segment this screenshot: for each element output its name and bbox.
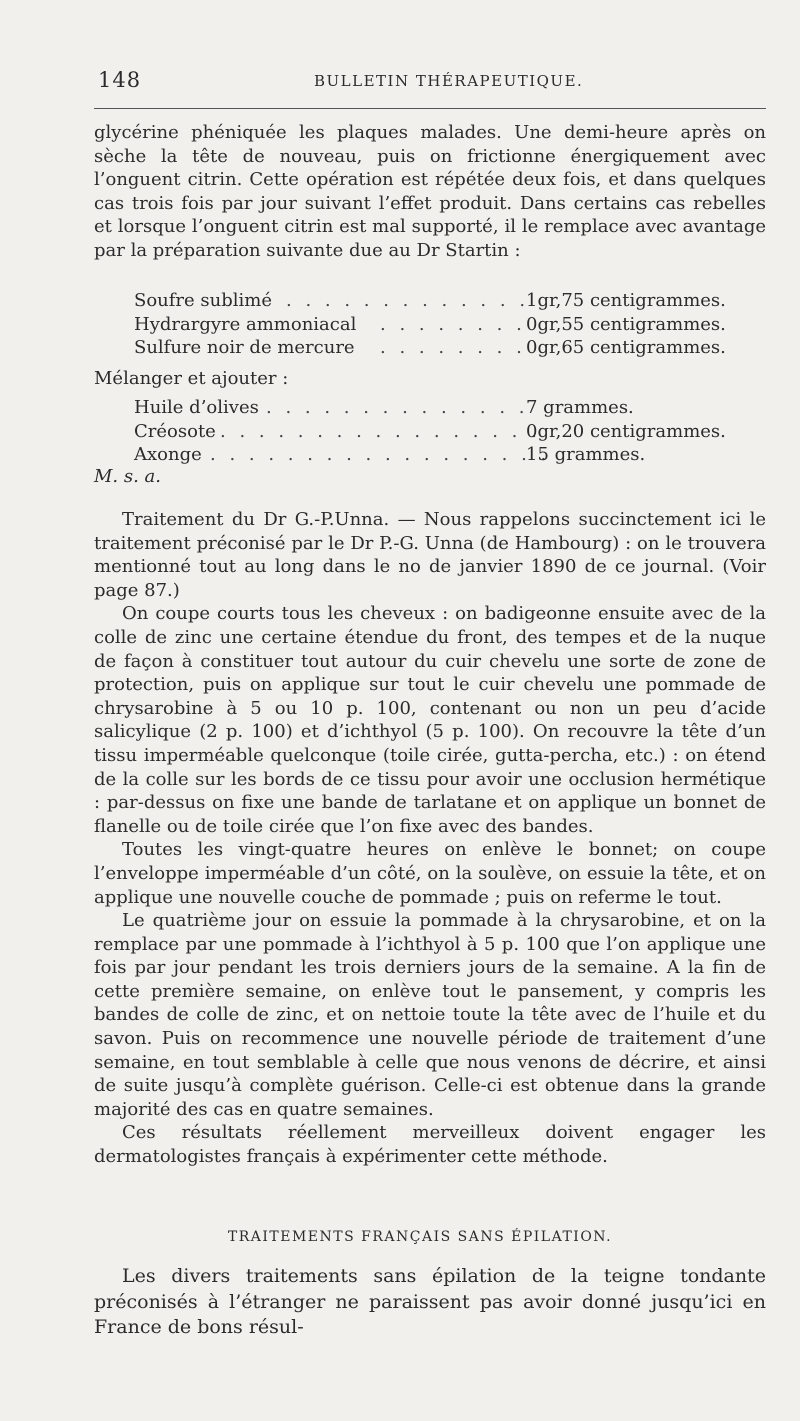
quantity: 0gr,20 centigrammes. <box>526 420 726 442</box>
leader-dots: . . . . . . . . <box>380 313 526 335</box>
running-title: BULLETIN THÉRAPEUTIQUE. <box>314 72 584 90</box>
ingredient: Sulfure noir de mercure <box>134 337 355 358</box>
ingredient: Huile d’olives <box>134 397 259 418</box>
melanger-line: Mélanger et ajouter : <box>94 368 289 389</box>
recipe-list-1 <box>134 289 734 360</box>
page-number: 148 <box>98 68 142 92</box>
quantity: 15 grammes. <box>526 444 646 465</box>
ingredient: Soufre sublimé <box>134 290 272 311</box>
ingredient: Créosote <box>134 420 216 442</box>
leader-dots: . . . . . . . . . . . . . . . . . <box>220 420 541 442</box>
leader-dots: . . . . . . . . <box>380 337 526 358</box>
final-block <box>94 1264 766 1341</box>
main-text <box>94 508 766 1169</box>
quantity: 7 grammes. <box>526 397 634 418</box>
recipe-row <box>134 396 734 420</box>
intro-block <box>94 121 766 263</box>
recipe-row <box>134 289 734 313</box>
recipe-row <box>134 420 734 444</box>
section-title: TRAITEMENTS FRANÇAIS SANS ÉPILATION. <box>227 1229 613 1245</box>
leader-dots: . . . . . . . . . . . . . . <box>266 397 529 418</box>
header-rule <box>94 108 766 109</box>
final-paragraph: Les divers traitements sans épilation de la teigne tondante préconisés à l’étranger ne paraissent pas avoir donné jusqu’ici en France de bons résul- <box>94 1265 766 1338</box>
intro-paragraph: glycérine phéniquée les plaques malades. Une demi-heure après on sèche la tête de nouveau, puis on frictionne énergiquement avec l’onguent citrin. Cette opération est répétée deux fois, et dans quelques cas trois fois par jour suivant l’effet produit. Dans certains cas rebelles et lorsque l’onguent citrin est mal supporté, il le remplace avec avantage par la préparation suivante due au Dr Startin : <box>94 122 766 261</box>
recipe-row <box>134 443 734 467</box>
ingredient: Hydrargyre ammoniacal <box>134 313 357 335</box>
paragraph-fourth-day: Le quatrième jour on essuie la pommade à la chrysarobine, et on la remplace par une pommade à l’ichthyol à 5 p. 100 que l’on applique une fois par jour pendant les trois derniers jours de la semaine. A la fin de cette première semaine, on enlève tout le pansement, y compris les bandes de colle de zinc, et on nettoie toute la tête avec de l’huile et du savon. Puis on recommence une nouvelle période de traitement d’une semaine, en tout semblable à celle que nous venons de décrire, et ainsi de suite jusqu’à complète guérison. Celle-ci est obtenue dans la grande majorité des cas en quatre semaines. <box>94 910 766 1120</box>
paragraph-method: On coupe courts tous les cheveux : on badigeonne ensuite avec de la colle de zinc une certaine étendue du front, des tempes et de la nuque de façon à constituer tout autour du cuir chevelu une sorte de zone de protection, puis on applique sur tout le cuir chevelu une pommade de chrysarobine à 5 ou 10 p. 100, contenant ou non un peu d’acide salicylique (2 p. 100) et d’ichthyol (5 p. 100). On recouvre la tête d’un tissu imperméable quelconque (toile cirée, gutta-percha, etc.) : on étend de la colle sur les bords de ce tissu pour avoir une occlusion hermétique : par-dessus on fixe une bande de tarlatane et on applique un bonnet de flanelle ou de toile cirée que l’on fixe avec des bandes. <box>94 603 766 837</box>
ingredient: Axonge <box>134 444 202 465</box>
recipe-list-2 <box>134 396 734 467</box>
leader-dots: . . . . . . . . . . . . . <box>286 290 530 311</box>
quantity: 1gr,75 centigrammes. <box>526 290 726 311</box>
leader-dots: . . . . . . . . . . . . . . . . . . <box>210 444 551 465</box>
ms-a-line: M. s. a. <box>94 466 162 487</box>
paragraph-unna: Traitement du Dr G.-P.Unna. — Nous rappelons succinctement ici le traitement préconisé par le Dr P.-G. Unna (de Hambourg) : on le trouvera mentionné tout au long dans le no de janvier 1890 de ce journal. (Voir page 87.) <box>94 509 766 601</box>
recipe-row <box>134 313 734 337</box>
recipe-row <box>134 336 734 360</box>
paragraph-results: Ces résultats réellement merveilleux doivent engager les dermatologistes français à expérimenter cette méthode. <box>94 1122 766 1168</box>
paragraph-daily: Toutes les vingt-quatre heures on enlève le bonnet; on coupe l’enveloppe imperméable d’un côté, on la soulève, on essuie la tête, et on applique une nouvelle couche de pommade ; puis on referme le tout. <box>94 839 766 908</box>
page-header <box>94 68 766 98</box>
quantity: 0gr,65 centigrammes. <box>526 337 726 358</box>
quantity: 0gr,55 centigrammes. <box>526 313 726 335</box>
